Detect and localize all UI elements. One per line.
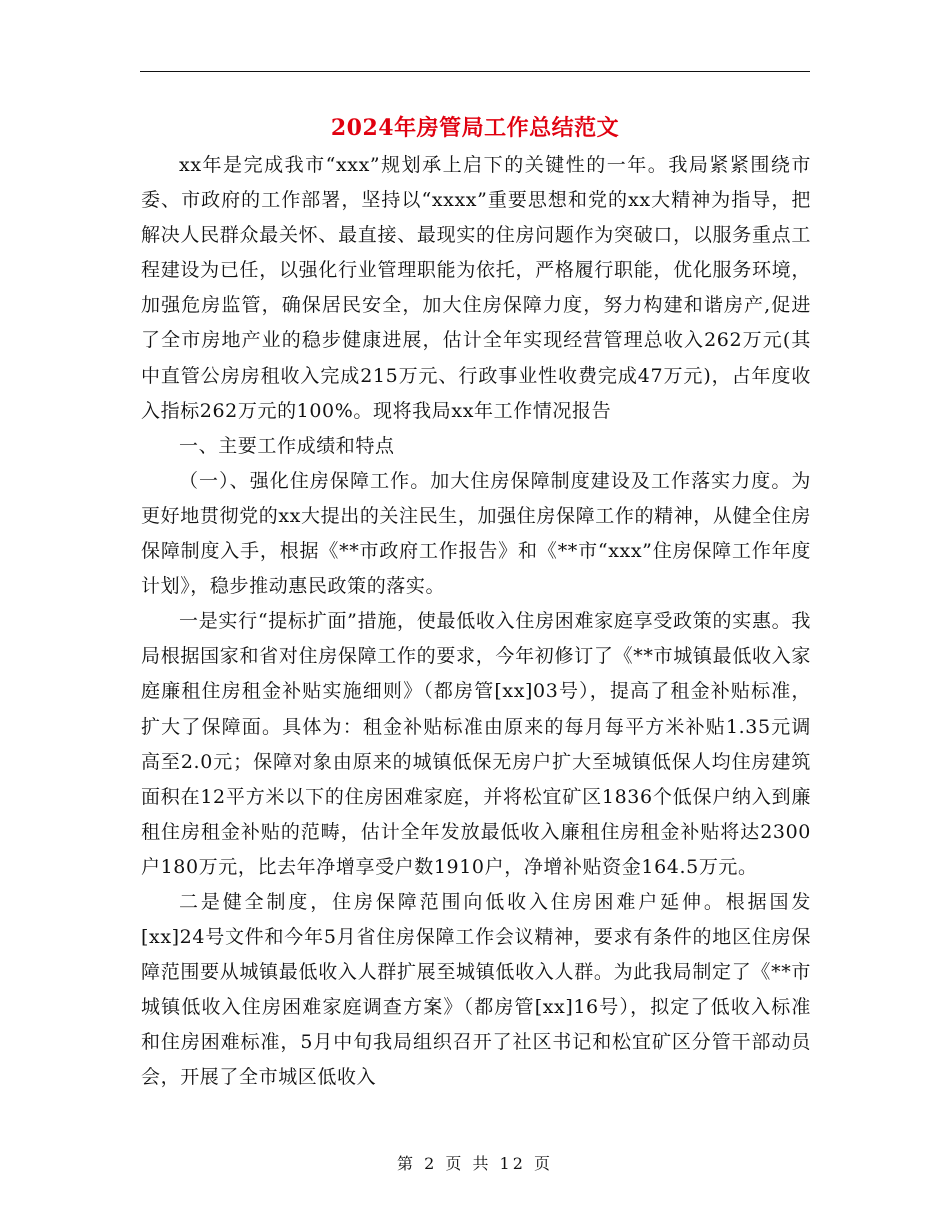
paragraph-point-two: 二是健全制度，住房保障范围向低收入住房困难户延伸。根据国发[xx]24号文件和今年5月省住房保障工作会议精神，要求有条件的地区住房保障范围要从城镇最低收入人群扩展至城镇低收入人群。为此我局制定了《**市城镇低收入住房困难家庭调查方案》（都房管[xx]16号），拟定了低收入标准和住房困难标准，5月中旬我局组织召开了社区书记和松宜矿区分管干部动员会，开展了全市城区低收入 [141, 890, 811, 1089]
page-number-footer: 第 2 页 共 12 页 [397, 1154, 553, 1173]
document-body [141, 148, 811, 1096]
paragraph-housing-guarantee: （一）、强化住房保障工作。加大住房保障制度建设及工作落实力度。为更好地贯彻党的xx大提出的关注民生，加强住房保障工作的精神，从健全住房保障制度入手，根据《**市政府工作报告》和《**市“xxx”住房保障工作年度计划》，稳步推动惠民政策的落实。 [141, 469, 811, 598]
document-title: 2024年房管局工作总结范文 [330, 115, 620, 141]
section-heading: 一、主要工作成绩和特点 [179, 434, 395, 457]
paragraph-point-one: 一是实行“提标扩面”措施，使最低收入住房困难家庭享受政策的实惠。我局根据国家和省对住房保障工作的要求，今年初修订了《**市城镇最低收入家庭廉租住房租金补贴实施细则》（都房管[xx]03号），提高了租金补贴标准，扩大了保障面。具体为：租金补贴标准由原来的每月每平方米补贴1.35元调高至2.0元；保障对象由原来的城镇低保无房户扩大至城镇低保人均住房建筑面积在12平方米以下的住房困难家庭，并将松宜矿区1836个低保户纳入到廉租住房租金补贴的范畴，估计全年发放最低收入廉租住房租金补贴将达2300户180万元，比去年净增享受户数1910户，净增补贴资金164.5万元。 [141, 610, 811, 878]
header-rule [140, 71, 810, 72]
paragraph-intro: xx年是完成我市“xxx”规划承上启下的关键性的一年。我局紧紧围绕市委、市政府的工作部署，坚持以“xxxx”重要思想和党的xx大精神为指导，把解决人民群众最关怀、最直接、最现实的住房问题作为突破口，以服务重点工程建设为已任，以强化行业管理职能为依托，严格履行职能，优化服务环境，加强危房监管，确保居民安全，加大住房保障力度，努力构建和谐房产,促进了全市房地产业的稳步健康进展，估计全年实现经营管理总收入262万元(其中直管公房房租收入完成215万元、行政事业性收费完成47万元)，占年度收入指标262万元的100%。现将我局xx年工作情况报告 [141, 154, 811, 422]
